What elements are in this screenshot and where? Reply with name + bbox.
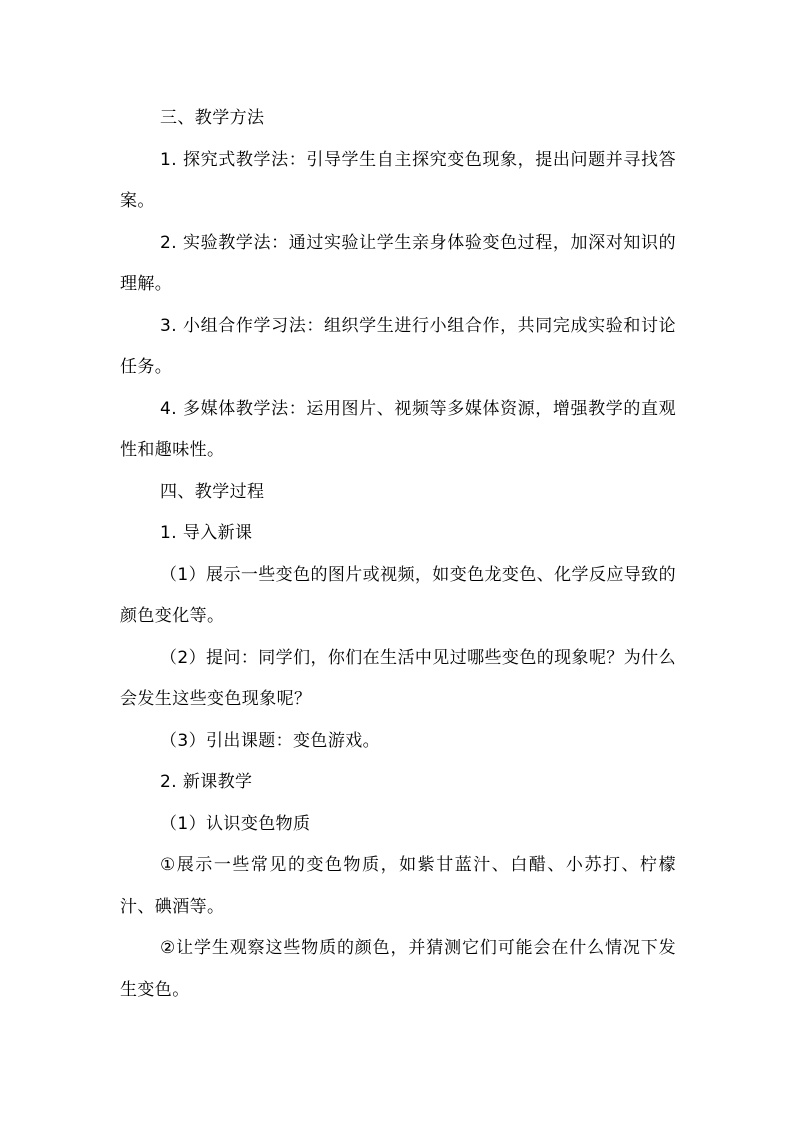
new-lesson-step-1: （1）认识变色物质 — [160, 813, 311, 834]
section-heading-teaching-process: 四、教学过程 — [160, 481, 265, 502]
substep-show-materials: ①展示一些常见的变色物质，如紫甘蓝汁、白醋、小苏打、柠檬汁、碘酒等。 — [120, 855, 676, 917]
section-heading-teaching-methods: 三、教学方法 — [160, 108, 265, 128]
subheading-new-lesson: 2. 新课教学 — [160, 772, 253, 792]
method-item-inquiry: 1. 探究式教学法：引导学生自主探究变色现象，提出问题并寻找答案。 — [120, 149, 676, 211]
document-body — [120, 98, 676, 1011]
intro-step-3: （3）引出课题：变色游戏。 — [160, 730, 381, 751]
method-item-multimedia: 4. 多媒体教学法：运用图片、视频等多媒体资源，增强教学的直观性和趣味性。 — [120, 398, 676, 460]
intro-step-2: （2）提问：同学们，你们在生活中见过哪些变色的现象呢？为什么会发生这些变色现象呢？ — [120, 647, 676, 709]
substep-observe-guess: ②让学生观察这些物质的颜色，并猜测它们可能会在什么情况下发生变色。 — [120, 938, 676, 1000]
intro-step-1: （1）展示一些变色的图片或视频，如变色龙变色、化学反应导致的颜色变化等。 — [120, 564, 676, 626]
method-item-experiment: 2. 实验教学法：通过实验让学生亲身体验变色过程，加深对知识的理解。 — [120, 232, 676, 294]
subheading-introduction: 1. 导入新课 — [160, 523, 253, 543]
method-item-group-work: 3. 小组合作学习法：组织学生进行小组合作，共同完成实验和讨论任务。 — [120, 315, 676, 377]
